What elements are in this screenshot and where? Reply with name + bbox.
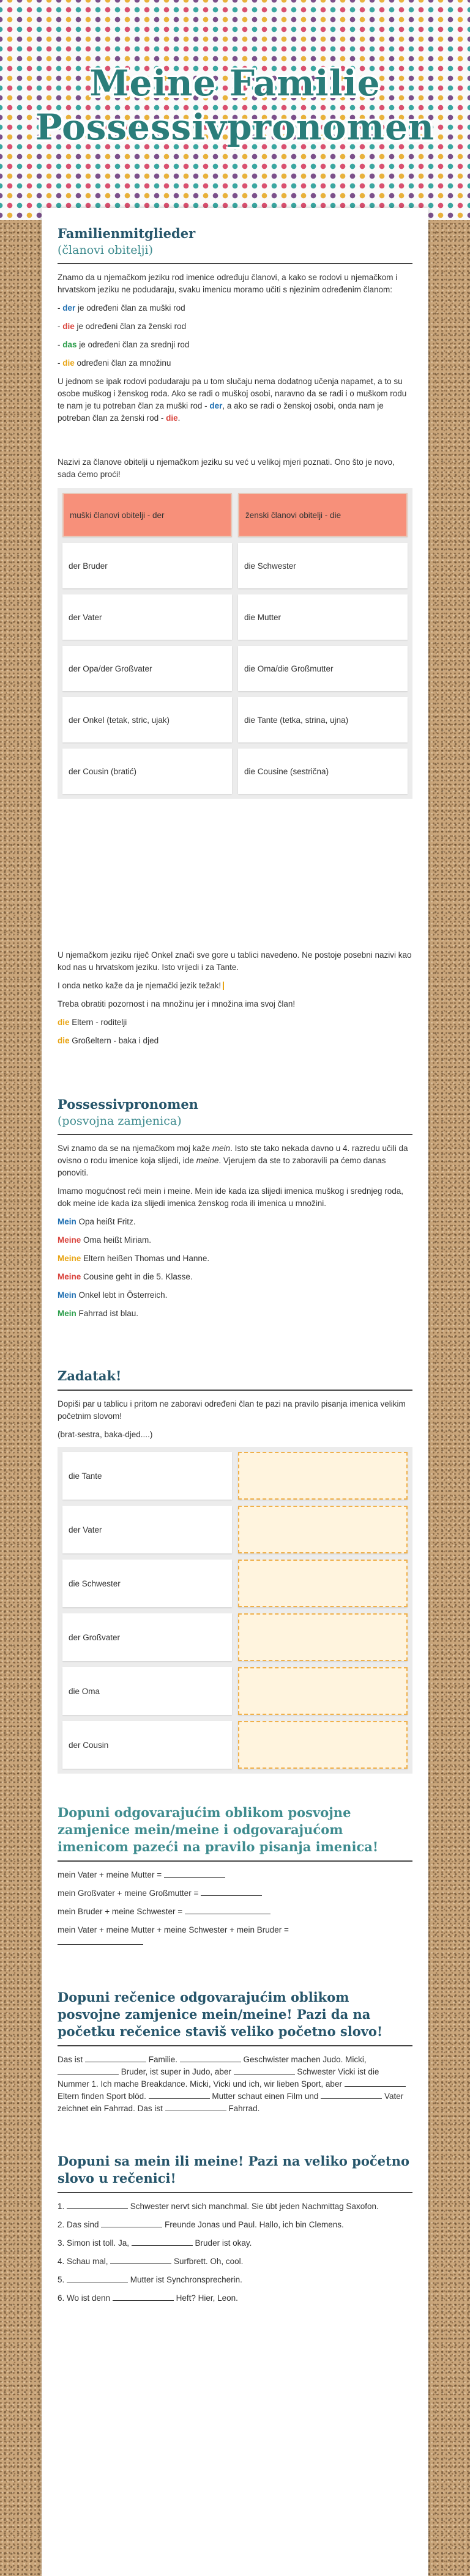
blank-field[interactable] [201, 1895, 262, 1896]
table-cell: der Vater [62, 1506, 232, 1553]
divider [58, 2045, 412, 2046]
answer-field[interactable] [238, 1506, 408, 1553]
divider [58, 2192, 412, 2193]
joke-paragraph: I onda netko kaže da je njemački jezik težak! [58, 980, 412, 992]
pair-exercise-table [58, 1447, 412, 1774]
numbered-exercise: 5. Mutter ist Synchronsprecherin. [58, 2275, 242, 2284]
gender-paragraph: U jednom se ipak rodovi podudaraju pa u tom slučaju nema dodatnog učenja napamet, a to su osobe muškog i ženskog roda. Ako se radi o muškoj osobi, naravno da se radi i o muškom rodu te nam je tu potreban član za muški rod - der, a ako se radi o ženskoj osobi, onda nam je potreban član za ženski rod - die. [58, 377, 407, 423]
divider [58, 1134, 412, 1135]
table-cell: der Vater [62, 594, 232, 640]
numbered-exercise: 4. Schau mal, Surfbrett. Oh, cool. [58, 2257, 244, 2266]
table-cell: die Cousine (sestrična) [238, 749, 408, 794]
table-cell: der Bruder [62, 543, 232, 588]
divider [58, 1860, 412, 1862]
table-cell: der Großvater [62, 1613, 232, 1661]
blank-field[interactable] [164, 1877, 225, 1878]
numbered-exercise: 6. Wo ist denn Heft? Hier, Leon. [58, 2293, 238, 2303]
section-subheading-family: (članovi obitelji) [58, 243, 153, 257]
answer-field[interactable] [238, 1721, 408, 1769]
blank-field[interactable] [132, 2245, 193, 2246]
numbered-exercise: 3. Simon ist toll. Ja, Bruder ist okay. [58, 2238, 252, 2248]
table-cell: der Opa/der Großvater [62, 646, 232, 691]
example-sentence: Meine Cousine geht in die 5. Klasse. [58, 1272, 193, 1281]
section-heading-exercise-1: Dopuni odgovarajućim oblikom posvojne zamjenice mein/meine i odgovarajućom imenicom pazeći na pravilo pisanja imenica! [58, 1805, 379, 1854]
section-heading-task: Zadatak! [58, 1368, 122, 1383]
blank-field[interactable] [345, 2086, 406, 2087]
answer-field[interactable] [238, 1560, 408, 1607]
section-heading-family: Familienmitglieder [58, 226, 196, 241]
example-sentence: Mein Opa heißt Fritz. [58, 1217, 136, 1226]
article-der: - der je određeni član za muški rod [58, 303, 185, 313]
article-das: - das je određeni član za srednji rod [58, 340, 190, 349]
task-hint: (brat-sestra, baka-djed....) [58, 1430, 153, 1439]
family-intro-paragraph: Nazivi za članove obitelji u njemačkom jeziku su već u velikoj mjeri poznati. Ono što je novo, sada ćemo proći! [58, 457, 395, 479]
section-heading-exercise-2: Dopuni rečenice odgovarajućim oblikom posvojne zamjenice mein/meine! Pazi da na početku rečenice staviš veliko početno slovo! [58, 1989, 383, 2039]
article-die: - die je određeni član za ženski rod [58, 322, 187, 331]
intro-paragraph: Znamo da u njemačkom jeziku rod imenice određuju članovi, a kako se rodovi u njemačkom i hrvatskom jeziku ne podudaraju, svaku imenicu moramo učiti s njezinim određenim članom: [58, 273, 398, 294]
table-header-male: muški članovi obitelji - der [62, 493, 232, 537]
title-line-1: Meine Familie [89, 62, 381, 104]
exercise-line: mein Vater + meine Mutter + meine Schwester + mein Bruder = [58, 1924, 412, 1949]
example-sentence: Mein Fahrrad ist blau. [58, 1309, 139, 1318]
cloze-text: Das ist Familie. Geschwister machen Judo. Micki, Bruder, ist super in Judo, aber Schwester Vicki ist die Nummer 1. Ich mache Breakdance. Micki, Vicki und ich, wir lieben Sport, aber Eltern finden Sport blöd. Mutter schaut einen Film und Vater zeichnet ein Fahrrad. Das ist Fahrrad. [58, 2054, 412, 2115]
article-die-plural: - die određeni član za množinu [58, 358, 171, 368]
table-cell: der Cousin (bratić) [62, 749, 232, 794]
table-cell: die Schwester [62, 1560, 232, 1607]
exercise-line: mein Bruder + meine Schwester = [58, 1906, 412, 1918]
table-cell: die Oma [62, 1667, 232, 1715]
table-cell: der Cousin [62, 1721, 232, 1769]
possessive-paragraph-1: Svi znamo da se na njemačkom moj kaže mein. Isto ste tako nekada davno u 4. razredu učili da ovisno o rodu imenice koja slijedi, ide meine. Vjerujem da ste to zaboravili pa ćemo danas ponoviti. [58, 1144, 408, 1177]
exercise-line: mein Vater + meine Mutter = [58, 1869, 412, 1881]
section-heading-exercise-3: Dopuni sa mein ili meine! Pazi na veliko početno slovo u rečenici! [58, 2153, 409, 2186]
table-cell: die Tante (tetka, strina, ujna) [238, 697, 408, 742]
section-heading-possessive: Possessivpronomen [58, 1097, 198, 1112]
numbered-exercise: 1. Schwester nervt sich manchmal. Sie übt jeden Nachmittag Saxofon. [58, 2202, 379, 2211]
title-line-2: Possessivpronomen [35, 106, 435, 148]
blank-field[interactable] [321, 2098, 382, 2099]
task-instructions: Dopiši par u tablicu i pritom ne zaboravi određeni član te pazi na pravilo pisanja imenica velikim početnim slovom! [58, 1399, 406, 1421]
example-sentence: Mein Onkel lebt in Österreich. [58, 1290, 168, 1300]
family-members-table [58, 488, 412, 799]
continued-content [42, 936, 428, 2335]
page-title [0, 61, 470, 149]
exercise-line: mein Großvater + meine Großmutter = [58, 1887, 412, 1900]
blank-field[interactable] [110, 2263, 171, 2264]
example-sentence: Meine Oma heißt Miriam. [58, 1235, 152, 1245]
divider [58, 1390, 412, 1391]
plural-paragraph: Treba obratiti pozornost i na množinu jer i množina ima svoj član! [58, 999, 296, 1009]
numbered-exercise: 2. Das sind Freunde Jonas und Paul. Hallo, ich bin Clemens. [58, 2220, 344, 2229]
plural-grosseltern: die Großeltern - baka i djed [58, 1036, 159, 1045]
section-subheading-possessive: (posvojna zamjenica) [58, 1114, 182, 1128]
divider [58, 263, 412, 264]
answer-field[interactable] [238, 1667, 408, 1715]
blank-field[interactable] [67, 2208, 128, 2209]
table-cell: die Mutter [238, 594, 408, 640]
table-cell: die Tante [62, 1452, 232, 1500]
table-cell: der Onkel (tetak, stric, ujak) [62, 697, 232, 742]
table-cell: die Schwester [238, 543, 408, 588]
possessive-paragraph-2: Imamo mogućnost reći mein i meine. Mein ide kada iza slijedi imenica muškog i srednjeg roda, dok meine ide kada iza slijedi imenica ženskog roda ili imenica u množini. [58, 1186, 404, 1208]
blank-field[interactable] [58, 1944, 143, 1945]
onkel-paragraph: U njemačkom jeziku riječ Onkel znači sve gore u tablici navedeno. Ne postoje posebni nazivi kao kod nas u hrvatskom jeziku. Isto vrijedi i za Tante. [58, 950, 412, 972]
blank-field[interactable] [149, 2098, 210, 2099]
answer-field[interactable] [238, 1613, 408, 1661]
blank-field[interactable] [113, 2300, 174, 2301]
example-sentence: Meine Eltern heißen Thomas und Hanne. [58, 1254, 210, 1263]
table-header-female: ženski članovi obitelji - die [238, 493, 408, 537]
plural-eltern: die Eltern - roditelji [58, 1018, 127, 1027]
answer-field[interactable] [238, 1452, 408, 1500]
table-cell: die Oma/die Großmutter [238, 646, 408, 691]
